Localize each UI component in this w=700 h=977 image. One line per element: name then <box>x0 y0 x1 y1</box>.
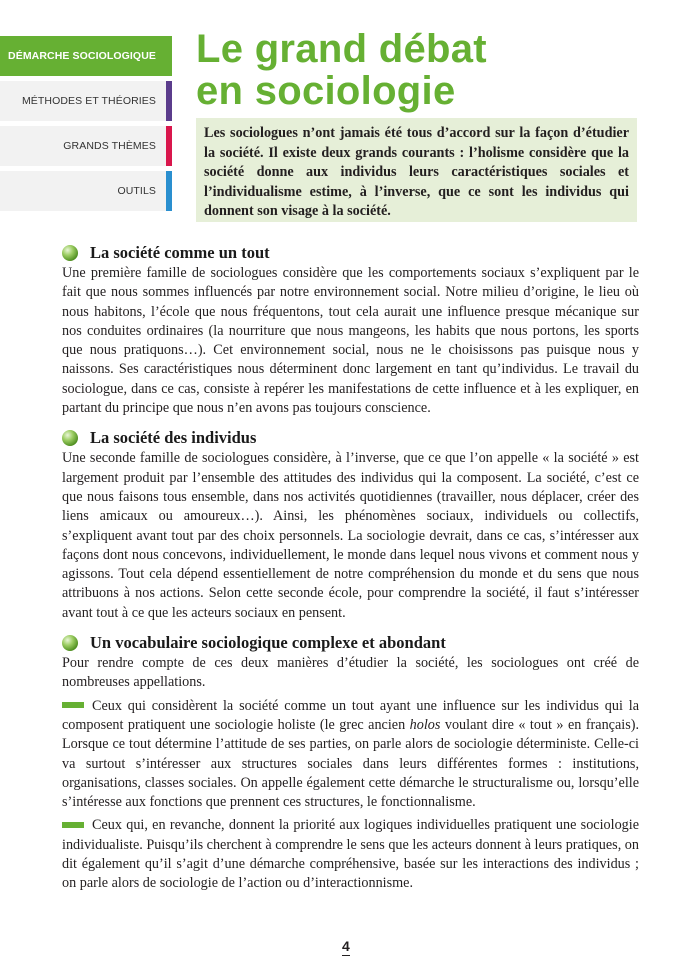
nav-tab-grands-themes[interactable] <box>0 126 172 166</box>
green-ball-icon <box>62 635 78 651</box>
section-heading <box>62 632 639 654</box>
section-heading <box>62 427 639 449</box>
section-societe-des-individus <box>62 427 639 623</box>
page-title-line-1: Le grand débat <box>196 27 487 71</box>
bullet-text-before: Ceux qui considèrent la société comme un tout ayant une influence sur les individus qui la composent pratiquent une sociologie holiste (le grec ancien <box>62 697 639 733</box>
nav-tab-outils[interactable] <box>0 171 172 211</box>
section-heading <box>62 242 639 264</box>
nav-tab-color-bar <box>166 171 172 211</box>
side-navigation <box>0 36 172 216</box>
green-dash-bullet-icon <box>62 702 84 708</box>
green-ball-icon <box>62 245 78 261</box>
nav-tab-color-bar <box>166 81 172 121</box>
bullet-text-after: voulant dire « tout » en français). Lorsque ce tout détermine l’attitude de ses parties, on parle alors de sociologie déterministe. Celle-ci va surtout s’intéresser aux structures sociales dans leurs différentes formes : institutions, organisations, classes sociales. On appelle également cette démarche le structuralisme ou, lorsqu’elle s’intéresse aux fonctions que prennent ces structures, le fonctionnalisme. <box>62 716 639 811</box>
intro-text: Les sociologues n’ont jamais été tous d’accord sur la façon d’étudier la société. Il existe deux grands courants : l’holisme considère que la société donne aux individus leurs caractéristiques sociales et l’individualisme estime, à l’inverse, que ce sont les individus qui donnent son visage à la société. <box>204 125 629 219</box>
bullet-paragraph-holisme <box>62 697 639 813</box>
green-dash-bullet-icon <box>62 822 84 828</box>
page-title-line-2: en sociologie <box>196 69 456 113</box>
intro-box <box>196 118 637 222</box>
section-paragraph: Une seconde famille de sociologues considère, à l’inverse, que ce que l’on appelle « la société » est largement produit par l’ensemble des attitudes des individus qui la composent. La société, c’est ce que nous faisons tous ensemble, dans nos activités quotidiennes (travailler, nous déplacer, créer des liens amicaux ou amoureux…). Ainsi, les phénomènes sociaux, individuels ou collectifs, s’expliquent avant tout par des choix personnels. La sociologie devrait, dans ce cas, s’intéresser aux façons dont nous concevons, individuellement, le monde dans lequel nous vivons et comment nous y agissons. Tout cela dépend essentiellement de notre compréhension du monde et du sens que nous attribuons à nos actions. Selon cette seconde école, pour comprendre la société, il faut s’intéresser avant tout à ce que les acteurs sociaux en pensent. <box>62 450 639 621</box>
section-paragraph: Pour rendre compte de ces deux manières d’étudier la société, les sociologues ont créé de nombreuses appellations. <box>62 655 639 691</box>
nav-tab-methodes-et-theories[interactable] <box>0 81 172 121</box>
page-number: 4 <box>342 938 350 954</box>
section-paragraph: Une première famille de sociologues considère que les comportements sociaux s’expliquent par le fait que nous sommes influencés par notre environnement social. Notre milieu d’origine, le lieu où nous habitons, l’école que nous fréquentons, tout cela aurait une influence presque mécanique sur nos conduites ordinaires (la nourriture que nous mangeons, les habits que nous portons, les sports que nous pratiquons…). Cet environnement social, nous ne le choisissons pas puisque nous y naissons. Ses caractéristiques nous déterminent donc largement en tant qu’individus. Le travail du sociologue, dans ce cas, consiste à repérer les manifestations de cette influence et à les expliquer, en partant du principe que nous n’en avons pas toujours conscience. <box>62 265 639 417</box>
bullet-text: Ceux qui, en revanche, donnent la priorité aux logiques individuelles pratiquent une sociologie individualiste. Puisqu’ils cherchent à comprendre le sens que les acteurs donnent à leurs pratiques, on dit également qu’il s’agit d’une démarche compréhensive, basée sur les interactions des individus ; on parle alors de sociologie de l’action ou d’interactionnisme. <box>62 817 639 892</box>
bullet-text-italic: holos <box>409 716 441 733</box>
section-vocabulaire-sociologique <box>62 632 639 894</box>
nav-tab-demarche-sociologique[interactable] <box>0 36 172 76</box>
section-societe-comme-un-tout <box>62 242 639 418</box>
nav-tab-label: GRANDS THÈMES <box>63 140 156 152</box>
section-heading-text: Un vocabulaire sociologique complexe et abondant <box>90 633 446 653</box>
section-heading-text: La société comme un tout <box>90 243 270 262</box>
nav-tab-color-bar <box>166 126 172 166</box>
nav-tab-label: OUTILS <box>117 185 156 197</box>
bullet-paragraph-individualisme <box>62 816 639 893</box>
section-heading-text: La société des individus <box>90 428 257 448</box>
nav-tab-label: MÉTHODES ET THÉORIES <box>21 95 156 107</box>
green-ball-icon <box>62 430 78 446</box>
main-content <box>62 242 639 894</box>
nav-tab-label: DÉMARCHE SOCIOLOGIQUE <box>8 50 156 62</box>
page-title <box>196 28 487 112</box>
